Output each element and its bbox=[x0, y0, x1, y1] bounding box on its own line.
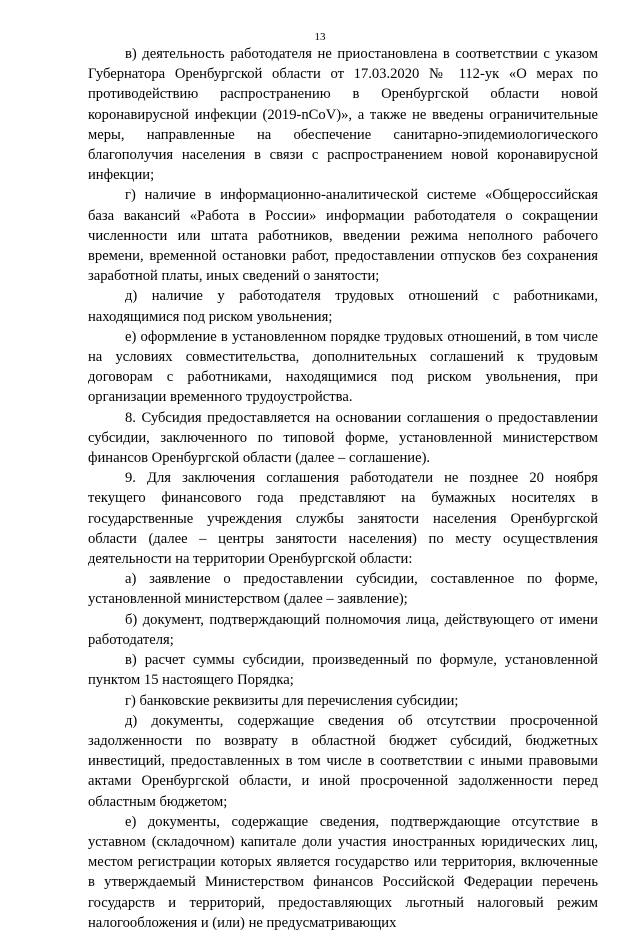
paragraph-clause-9: 9. Для заключения соглашения работодатели не позднее 20 ноября текущего финансового года представляют на бумажных носителях в государственные учреждения службы занятости населения Оренбургской области (далее – центры занятости населения) по месту осуществления деятельности на территории Оренбургской области: bbox=[88, 470, 598, 568]
page-number: 13 bbox=[314, 31, 326, 43]
paragraph-clause-8: 8. Субсидия предоставляется на основании соглашения о предоставлении субсидии, заключенного по типовой форме, установленной министерством финансов Оренбургской области (далее – соглашение). bbox=[88, 409, 598, 467]
paragraph-document-v: в) расчет суммы субсидии, произведенный по формуле, установленной пунктом 15 настоящего Порядка; bbox=[88, 652, 598, 689]
paragraph-document-a: а) заявление о предоставлении субсидии, составленное по форме, установленной министерством (далее – заявление); bbox=[88, 571, 598, 608]
paragraph-document-b: б) документ, подтверждающий полномочия лица, действующего от имени работодателя; bbox=[88, 611, 598, 648]
paragraph-condition-e: е) оформление в установленном порядке трудовых отношений, в том числе на условиях совместительства, дополнительных соглашений к трудовым договорам с работниками, находящимися под риском увольнения, при организации временного трудоустройства. bbox=[88, 328, 598, 406]
document-body bbox=[88, 44, 598, 933]
paragraph-condition-d: д) наличие у работодателя трудовых отношений с работниками, находящимися под риском увольнения; bbox=[88, 288, 598, 325]
paragraph-condition-g: г) наличие в информационно-аналитической системе «Общероссийская база вакансий «Работа в России» информации работодателя о сокращении численности или штата работников, введении режима неполного рабочего времени, временной остановки работ, предоставлении отпусков без сохранения заработной платы, иных сведений о занятости; bbox=[88, 187, 598, 285]
paragraph-document-g: г) банковские реквизиты для перечисления субсидии; bbox=[125, 692, 459, 709]
paragraph-condition-v: в) деятельность работодателя не приостановлена в соответствии с указом Губернатора Оренбургской области от 17.03.2020 № 112-ук «О мерах по противодействию распространению в Оренбургской области новой коронавирусной инфекции (2019-nCoV)», а также не введены ограничительные меры, направленные на обеспечение санитарно-эпидемиологического благополучия населения в связи с распространением новой коронавирусной инфекции; bbox=[88, 46, 598, 184]
paragraph-document-e: е) документы, содержащие сведения, подтверждающие отсутствие в уставном (складочном) капитале доли участия иностранных юридических лиц, местом регистрации которых является государство или территория, включенные в утверждаемый Министерством финансов Российской Федерации перечень государств и территорий, предоставляющих льготный налоговый режим налогообложения и (или) не предусматривающих bbox=[88, 813, 598, 931]
paragraph-document-d: д) документы, содержащие сведения об отсутствии просроченной задолженности по возврату в областной бюджет субсидий, бюджетных инвестиций, предоставленных в том числе в соответствии с иными правовыми актами Оренбургской области, и иной просроченной задолженности перед областным бюджетом; bbox=[88, 712, 598, 810]
